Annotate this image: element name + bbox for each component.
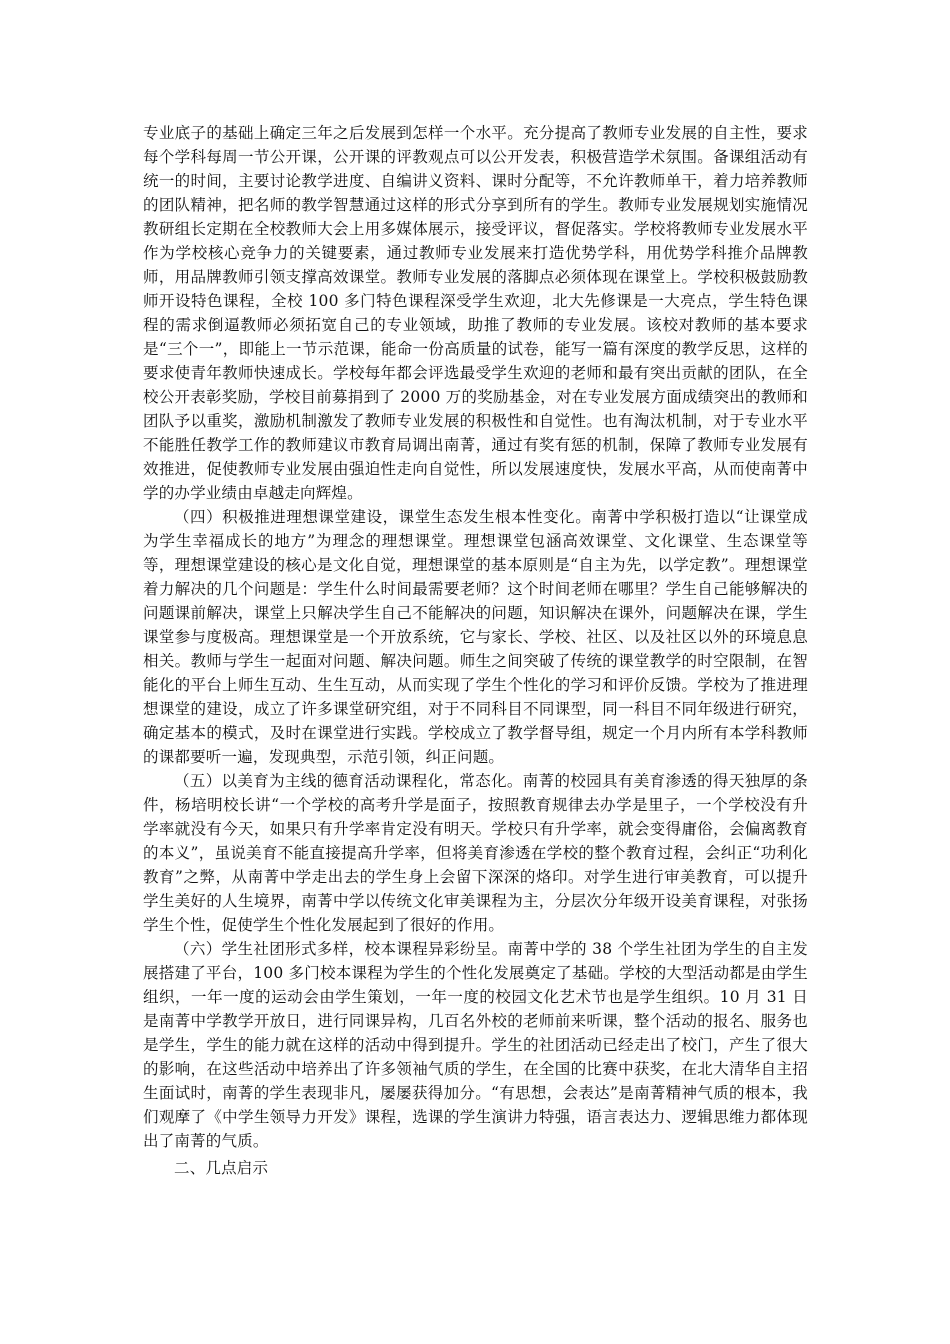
document-body	[143, 121, 808, 1180]
paragraph-ideal-classroom: （四）积极推进理想课堂建设，课堂生态发生根本性变化。南菁中学积极打造以“让课堂成为学生幸福成长的地方”为理念的理想课堂。理想课堂包涵高效课堂、文化课堂、生态课堂等等，理想课堂建设的核心是文化自觉，理想课堂的基本原则是“自主为先，以学定教”。理想课堂着力解决的几个问题是：学生什么时间最需要老师？这个时间老师在哪里？学生自己能够解决的问题课前解决，课堂上只解决学生自己不能解决的问题，知识解决在课外，问题解决在课，学生课堂参与度极高。理想课堂是一个开放系统，它与家长、学校、社区、以及社区以外的环境息息相关。教师与学生一起面对问题、解决问题。师生之间突破了传统的课堂教学的时空限制，在智能化的平台上师生互动、生生互动，从而实现了学生个性化的学习和评价反馈。学校为了推进理想课堂的建设，成立了许多课堂研究组，对于不同科目不同课型，同一科目不同年级进行研究，确定基本的模式，及时在课堂进行实践。学校成立了教学督导组，规定一个月内所有本学科教师的课都要听一遍，发现典型，示范引领，纠正问题。	[143, 508, 808, 766]
paragraph-aesthetic-education: （五）以美育为主线的德育活动课程化，常态化。南菁的校园具有美育渗透的得天独厚的条件，杨培明校长讲“一个学校的高考升学是面子，按照教育规律去办学是里子，一个学校没有升学率就没有今天，如果只有升学率肯定没有明天。学校只有升学率，就会变得庸俗，会偏离教育的本义”，虽说美育不能直接提高升学率，但将美育渗透在学校的整个教育过程，会纠正“功利化教育”之弊，从南菁中学走出去的学生身上会留下深深的烙印。对学生进行审美教育，可以提升学生美好的人生境界，南菁中学以传统文化审美课程为主，分层次分年级开设美育课程，对张扬学生个性，促使学生个性化发展起到了很好的作用。	[143, 772, 808, 934]
section-heading-insights: 二、几点启示	[174, 1159, 269, 1177]
paragraph-student-clubs: （六）学生社团形式多样，校本课程异彩纷呈。南菁中学的 38 个学生社团为学生的自主发展搭建了平台，100 多门校本课程为学生的个性化发展奠定了基础。学校的大型活动都是由学生组织，一年一度的运动会由学生策划，一年一度的校园文化艺术节也是学生组织。10 月 31 日是南菁中学教学开放日，进行同课异构，几百名外校的老师前来听课，整个活动的报名、服务也是学生，学生的能力就在这样的活动中得到提升。学生的社团活动已经走出了校门，产生了很大的影响，在这些活动中培养出了许多领袖气质的学生，在全国的比赛中获奖，在北大清华自主招生面试时，南菁的学生表现非凡，屡屡获得加分。“有思想，会表达”是南菁精神气质的根本，我们观摩了《中学生领导力开发》课程，选课的学生演讲力特强，语言表达力、逻辑思维力都体现出了南菁的气质。	[143, 940, 808, 1150]
paragraph-teacher-development: 专业底子的基础上确定三年之后发展到怎样一个水平。充分提高了教师专业发展的自主性，要求每个学科每周一节公开课，公开课的评教观点可以公开发表，积极营造学术氛围。备课组活动有统一的时间，主要讨论教学进度、自编讲义资料、课时分配等，不允许教师单干，着力培养教师的团队精神，把名师的教学智慧通过这样的形式分享到所有的学生。教师专业发展规划实施情况教研组长定期在全校教师大会上用多媒体展示，接受评议，督促落实。学校将教师专业发展水平作为学校核心竞争力的关键要素，通过教师专业发展来打造优势学科，用优势学科推介品牌教师，用品牌教师引领支撑高效课堂。教师专业发展的落脚点必须体现在课堂上。学校积极鼓励教师开设特色课程，全校 100 多门特色课程深受学生欢迎，北大先修课是一大亮点，学生特色课程的需求倒逼教师必须拓宽自己的专业领域，助推了教师的专业发展。该校对教师的基本要求是“三个一”，即能上一节示范课，能命一份高质量的试卷，能写一篇有深度的教学反思，这样的要求使青年教师快速成长。学校每年都会评选最受学生欢迎的老师和最有突出贡献的团队，在全校公开表彰奖励，学校目前募捐到了 2000 万的奖励基金，对在专业发展方面成绩突出的教师和团队予以重奖，激励机制激发了教师专业发展的积极性和自觉性。也有淘汰机制，对于专业水平不能胜任教学工作的教师建议市教育局调出南菁，通过有奖有惩的机制，保障了教师专业发展有效推进，促使教师专业发展由强迫性走向自觉性，所以发展速度快，发展水平高，从而使南菁中学的办学业绩由卓越走向辉煌。	[143, 124, 808, 502]
